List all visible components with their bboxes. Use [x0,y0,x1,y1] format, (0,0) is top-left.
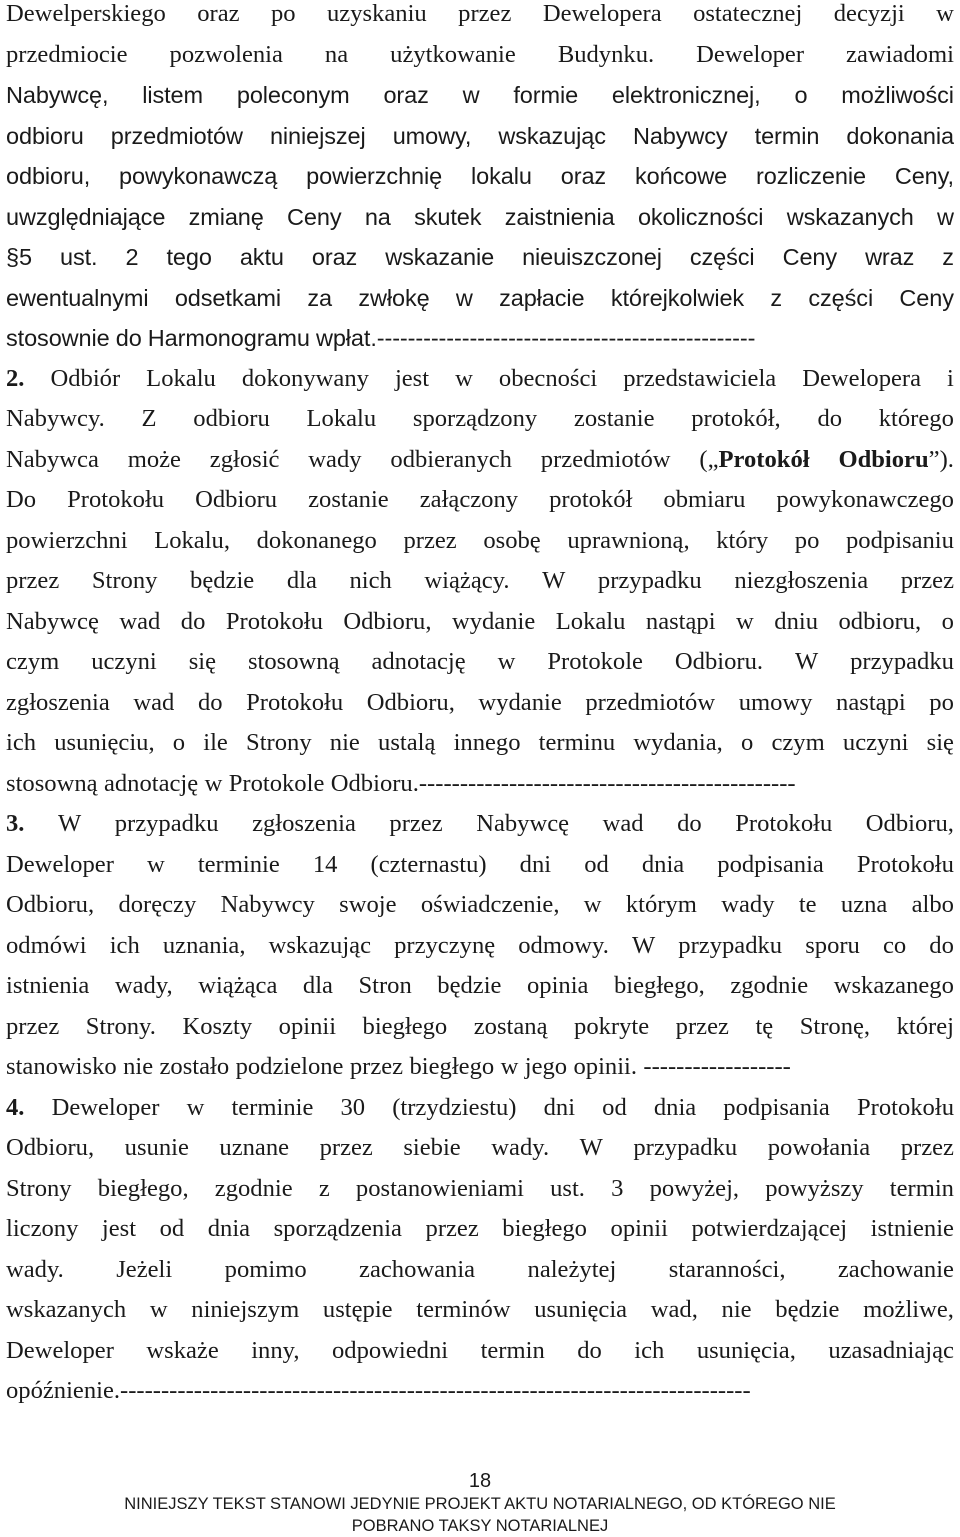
text-line: odmówi ich uznania, wskazując przyczynę odmowy. W przypadku sporu co do [6,931,954,959]
text-line: Nabywcy. Z odbioru Lokalu sporządzony zostanie protokół, do którego [6,405,954,432]
text-line: powierzchni Lokalu, dokonanego przez osobę uprawnioną, który po podpisaniu [6,526,954,554]
text-line: §5 ust. 2 tego aktu oraz wskazanie nieuiszczonej części Ceny wraz z [6,244,954,270]
text-line: Nabywcę wad do Protokołu Odbioru, wydanie Lokalu nastąpi w dniu odbioru, o [6,607,954,635]
text-line: wskazanych w niniejszym ustępie terminów usunięcia wad, nie będzie możliwe, [6,1296,954,1323]
text-line: Deweloper w terminie 14 (czternastu) dni od dnia podpisania Protokołu [6,850,954,878]
text-line: Nabywca może zgłosić wady odbieranych przedmiotów („Protokół Odbioru”). [6,445,954,473]
text-line: stosowną adnotację w Protokole Odbioru.---------------------------------------------- [6,769,796,797]
text-line: czym uczyni się stosowną adnotację w Protokole Odbioru. W przypadku [6,648,954,675]
text-line: ewentualnymi odsetkami za zwłokę w zapłacie którejkolwiek z części Ceny [6,284,954,311]
footer-disclaimer-line-2: POBRANO TAKSY NOTARIALNEJ [351,1517,609,1535]
text-line: Odbioru, doręczy Nabywcy swoje oświadczenie, w którym wady te uzna albo [6,891,954,918]
text-line: stanowisko nie zostało podzielone przez biegłego w jego opinii. ------------------ [6,1053,791,1080]
text-line: opóźnienie.----------------------------------------------------------------------------- [6,1377,751,1404]
text-line: przez Strony będzie dla nich wiążący. W przypadku niezgłoszenia przez [6,567,954,594]
text-line: Deweloper wskaże inny, odpowiedni termin do ich usunięcia, uzasadniając [6,1336,954,1364]
text-line: Do Protokołu Odbioru zostanie załączony protokół obmiaru powykonawczego [6,486,954,513]
text-line: istnienia wady, wiążąca dla Stron będzie opinia biegłego, zgodnie wskazanego [6,972,954,999]
text-line: stosownie do Harmonogramu wpłat.------------------------------------------------- [6,325,756,351]
document-body [6,0,954,1418]
text-line: 4. Deweloper w terminie 30 (trzydziestu) dni od dnia podpisania Protokołu [6,1093,954,1121]
text-line: uwzględniające zmianę Ceny na skutek zaistnienia okoliczności wskazanych w [6,203,954,230]
text-line: zgłoszenia wad do Protokołu Odbioru, wydanie przedmiotów umowy nastąpi po [6,688,954,716]
text-line: liczony jest od dnia sporządzenia przez biegłego opinii potwierdzającej istnienie [6,1215,954,1242]
text-line: Nabywcę, listem poleconym oraz w formie elektronicznej, o możliwości [6,82,954,108]
text-line: wady. Jeżeli pomimo zachowania należytej staranności, zachowanie [6,1255,954,1283]
footer-disclaimer-line-1: NINIEJSZY TEKST STANOWI JEDYNIE PROJEKT AKTU NOTARIALNEGO, OD KTÓREGO NIE [124,1495,836,1513]
text-line: przez Strony. Koszty opinii biegłego zostaną pokryte przez tę Stronę, której [6,1012,954,1040]
text-line: 2. Odbiór Lokalu dokonywany jest w obecności przedstawiciela Dewelopera i [6,364,954,392]
text-line: Strony biegłego, zgodnie z postanowieniami ust. 3 powyżej, powyższy termin [6,1174,954,1202]
text-line: odbioru, powykonawczą powierzchnię lokalu oraz końcowe rozliczenie Ceny, [6,163,954,189]
text-line: ich usunięciu, o ile Strony nie ustalą innego terminu wydania, o czym uczyni się [6,729,954,756]
text-line: przedmiocie pozwolenia na użytkowanie Budynku. Deweloper zawiadomi [6,40,954,68]
page-number: 18 [468,1470,492,1492]
text-line: 3. W przypadku zgłoszenia przez Nabywcę wad do Protokołu Odbioru, [6,810,954,837]
text-line: odbioru przedmiotów niniejszej umowy, wskazując Nabywcy termin dokonania [6,122,954,149]
text-line: Dewelperskiego oraz po uzyskaniu przez Dewelopera ostatecznej decyzji w [6,0,954,27]
text-line: Odbioru, usunie uznane przez siebie wady. W przypadku powołania przez [6,1134,954,1161]
